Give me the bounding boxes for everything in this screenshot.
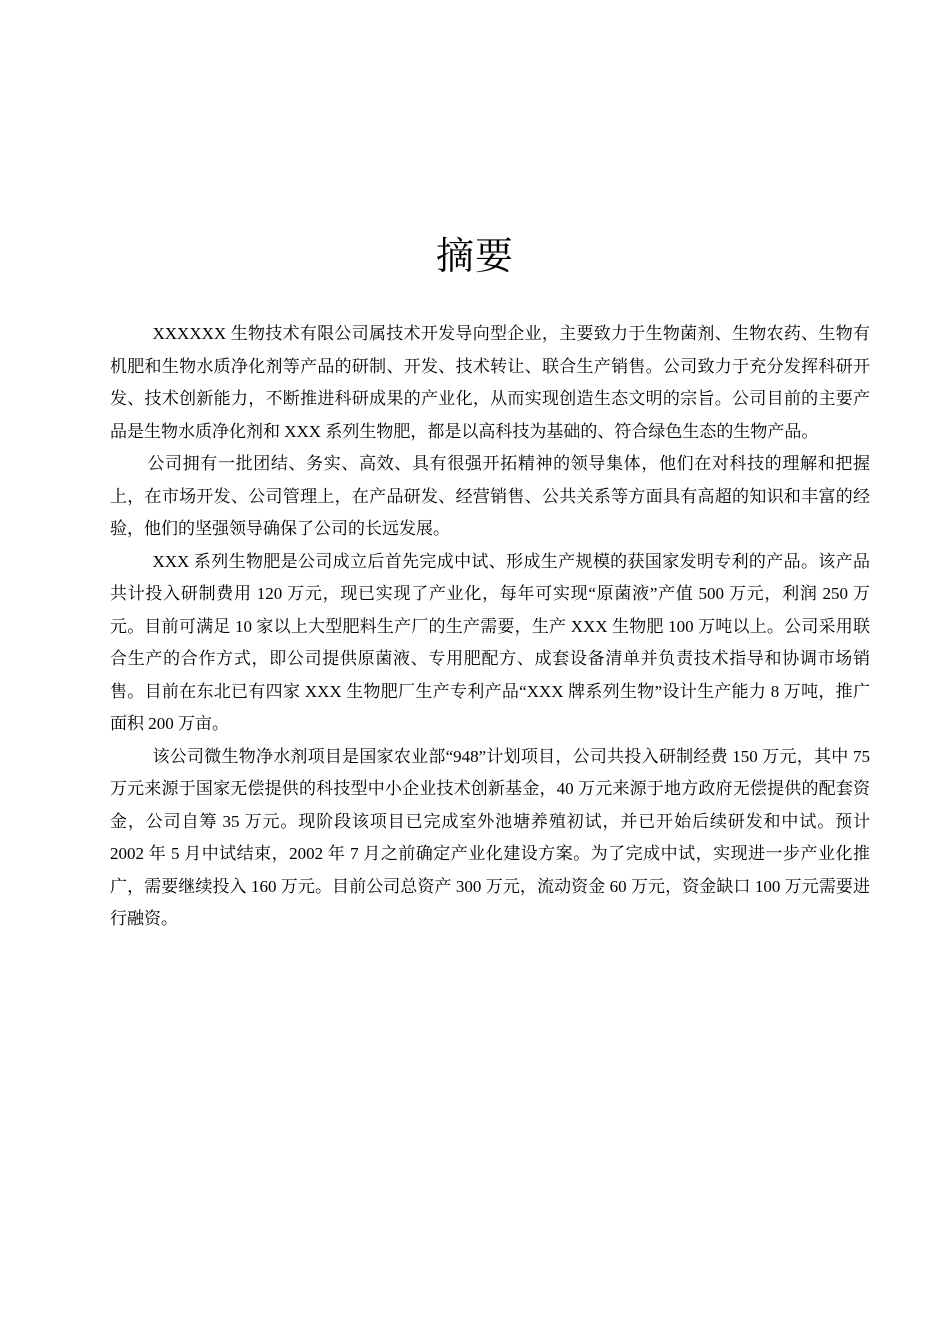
page-title: 摘要	[435, 234, 514, 278]
paragraph-company-overview: XXXXXX 生物技术有限公司属技术开发导向型企业，主要致力于生物菌剂、生物农药、生物有机肥和生物水质净化剂等产品的研制、开发、技术转让、联合生产销售。公司致力于充分发挥科研开发、技术创新能力，不断推进科研成果的产业化，从而实现创造生态文明的宗旨。公司目前的主要产品是生物水质净化剂和 XXX 系列生物肥，都是以高科技为基础的、符合绿色生态的生物产品。	[110, 324, 870, 441]
abstract-body	[110, 318, 870, 936]
paragraph-leadership: 公司拥有一批团结、务实、高效、具有很强开拓精神的领导集体，他们在对科技的理解和把握上，在市场开发、公司管理上，在产品研发、经营销售、公共关系等方面具有高超的知识和丰富的经验，他们的坚强领导确保了公司的长远发展。	[110, 454, 870, 538]
paragraph-fertilizer-product: XXX 系列生物肥是公司成立后首先完成中试、形成生产规模的获国家发明专利的产品。该产品共计投入研制费用 120 万元，现已实现了产业化，每年可实现“原菌液”产值 500 万元，利润 250 万元。目前可满足 10 家以上大型肥料生产厂的生产需要，生产 XXX 生物肥 100 万吨以上。公司采用联合生产的合作方式，即公司提供原菌液、专用肥配方、成套设备清单并负责技术指导和协调市场销售。目前在东北已有四家 XXX 生物肥厂生产专利产品“XXX 牌系列生物”设计生产能力 8 万吨，推广面积 200 万亩。	[110, 551, 870, 733]
paragraph-water-purifier-project: 该公司微生物净水剂项目是国家农业部“948”计划项目，公司共投入研制经费 150 万元，其中 75 万元来源于国家无偿提供的科技型中小企业技术创新基金，40 万元来源于地方政府无偿提供的配套资金，公司自筹 35 万元。现阶段该项目已完成室外池塘养殖初试，并已开始后续研发和中试。预计 2002 年 5 月中试结束，2002 年 7 月之前确定产业化建设方案。为了完成中试，实现进一步产业化推广，需要继续投入 160 万元。目前公司总资产 300 万元，流动资金 60 万元，资金缺口 100 万元需要进行融资。	[110, 746, 870, 928]
